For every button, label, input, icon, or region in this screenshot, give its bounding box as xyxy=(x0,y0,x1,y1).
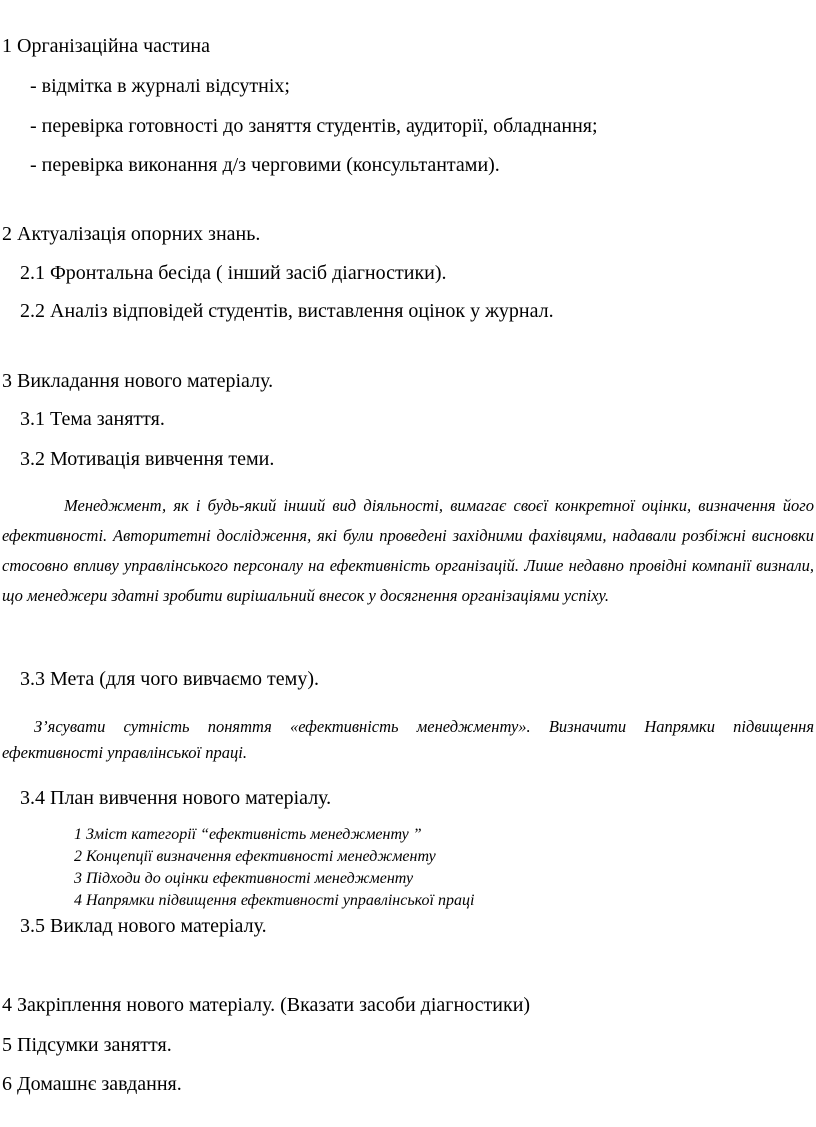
section-2-title: 2 Актуалізація опорних знань. xyxy=(2,223,261,245)
section-3-1-heading: 3.1 Тема заняття. xyxy=(20,408,165,430)
section-3-2-heading: 3.2 Мотивація вивчення теми. xyxy=(20,448,275,470)
section-3-title: 3 Викладання нового матеріалу. xyxy=(2,370,274,392)
plan-item: 4 Напрямки підвищення ефективності управлінської праці xyxy=(74,892,475,909)
goal-paragraph: З’ясувати сутність поняття «ефективність менеджменту». Визначити Напрямки підвищення ефективності управлінської праці. xyxy=(2,717,814,762)
section-2-item: 2.1 Фронтальна бесіда ( інший засіб діагностики). xyxy=(20,262,447,284)
section-1-item: - перевірка виконання д/з черговими (консультантами). xyxy=(30,154,500,176)
plan-item: 3 Підходи до оцінки ефективності менеджменту xyxy=(74,870,414,887)
section-3-4-heading: 3.4 План вивчення нового матеріалу. xyxy=(20,787,332,809)
section-3-5-heading: 3.5 Виклад нового матеріалу. xyxy=(20,915,267,937)
section-6-title: 6 Домашнє завдання. xyxy=(2,1073,182,1095)
section-5-title: 5 Підсумки заняття. xyxy=(2,1034,172,1056)
section-1-item: - перевірка готовності до заняття студентів, аудиторії, обладнання; xyxy=(30,115,598,137)
section-2-item: 2.2 Аналіз відповідей студентів, виставлення оцінок у журнал. xyxy=(20,300,554,322)
plan-item: 2 Концепції визначення ефективності менеджменту xyxy=(74,848,436,865)
motivation-paragraph: Менеджмент, як і будь-який інший вид діяльності, вимагає своєї конкретної оцінки, визначення його ефективності. Авторитетні дослідження, які були проведені західними фахівцями, надавали розбіжні висновки стосовно впливу управлінського персоналу на ефективність організацій. Лише недавно провідні компанії визнали, що менеджери здатні зробити вирішальний внесок у досягнення організаціями успіху. xyxy=(2,496,814,605)
section-4-title: 4 Закріплення нового матеріалу. (Вказати засоби діагностики) xyxy=(2,994,531,1016)
section-3-3-heading: 3.3 Мета (для чого вивчаємо тему). xyxy=(20,668,319,690)
section-1-item: - відмітка в журналі відсутніх; xyxy=(30,75,290,97)
plan-item: 1 Зміст категорії “ефективність менеджменту ” xyxy=(74,826,422,843)
section-1-title: 1 Організаційна частина xyxy=(2,35,210,57)
